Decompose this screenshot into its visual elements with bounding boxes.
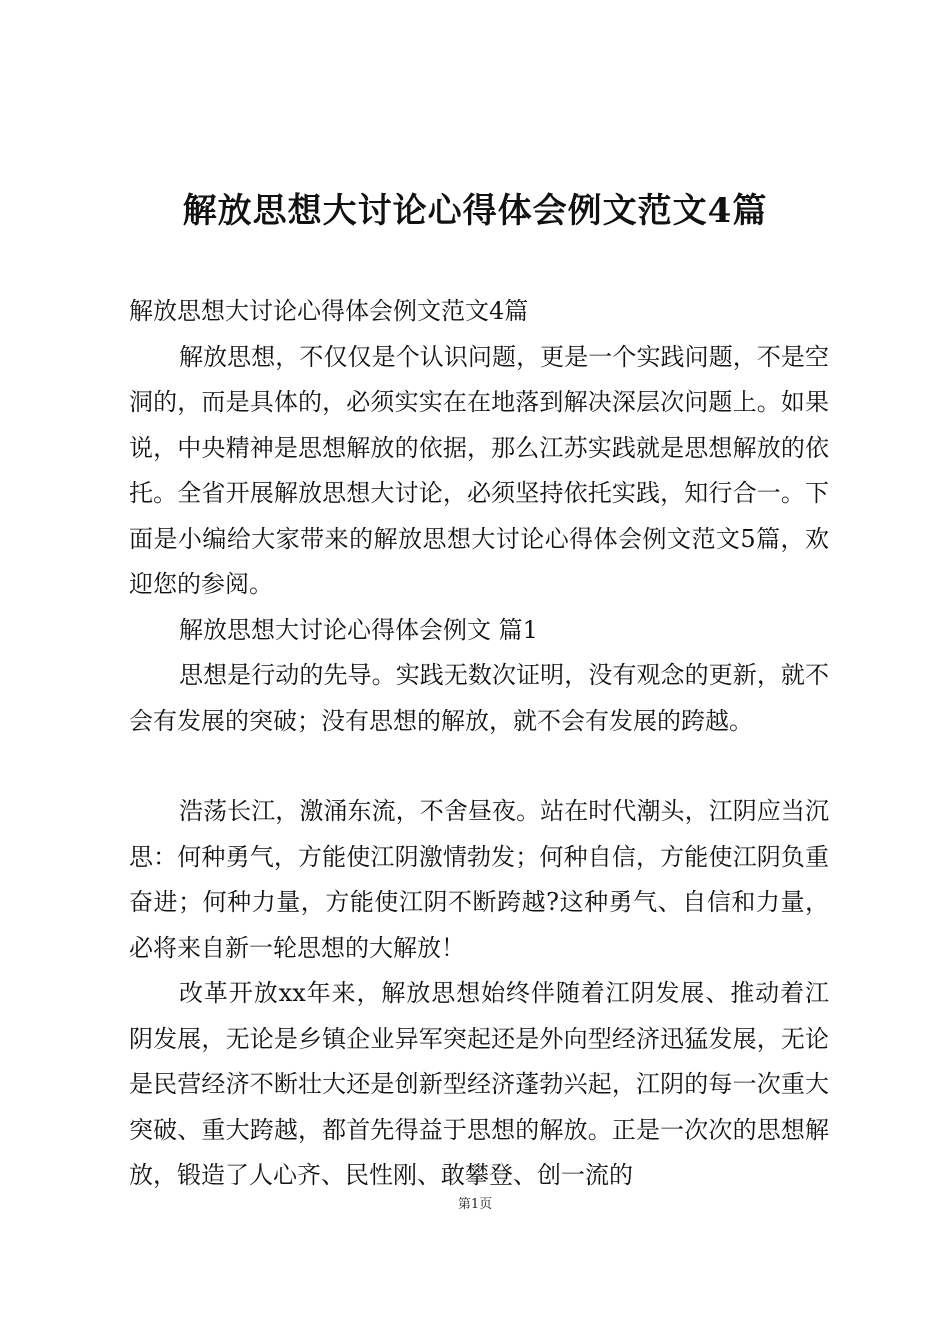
document-title: 解放思想大讨论心得体会例文范文4篇 <box>182 191 768 231</box>
intro-paragraph: 解放思想，不仅仅是个认识问题，更是一个实践问题，不是空洞的，而是具体的，必须实实在在地落到解决深层次问题上。如果说，中央精神是思想解放的依据，那么江苏实践就是思想解放的依托。全省开展解放思想大讨论，必须坚持依托实践，知行合一。下面是小编给大家带来的解放思想大讨论心得体会例文范文5篇，欢迎您的参阅。 <box>129 342 829 598</box>
document-body <box>129 289 829 1199</box>
subtitle-paragraph: 解放思想大讨论心得体会例文范文4篇 <box>129 297 529 325</box>
body-paragraph: 改革开放xx年来，解放思想始终伴随着江阴发展、推动着江阴发展，无论是乡镇企业异军突起还是外向型经济迅猛发展，无论是民营经济不断壮大还是创新型经济蓬勃兴起，江阴的每一次重大突破、重大跨越，都首先得益于思想的解放。正是一次次的思想解放，锻造了人心齐、民性刚、敢攀登、创一流的 <box>129 979 829 1189</box>
section-heading: 解放思想大讨论心得体会例文 篇1 <box>179 615 538 644</box>
page-number: 第1页 <box>457 1197 493 1212</box>
body-paragraph: 思想是行动的先导。实践无数次证明，没有观念的更新，就不会有发展的突破；没有思想的解放，就不会有发展的跨越。 <box>129 661 829 735</box>
paragraph-gap <box>129 744 829 789</box>
body-paragraph: 浩荡长江，激涌东流，不舍昼夜。站在时代潮头，江阴应当沉思：何种勇气，方能使江阴激情勃发；何种自信，方能使江阴负重奋进；何种力量，方能使江阴不断跨越?这种勇气、自信和力量，必将来自新一轮思想的大解放！ <box>129 797 829 962</box>
